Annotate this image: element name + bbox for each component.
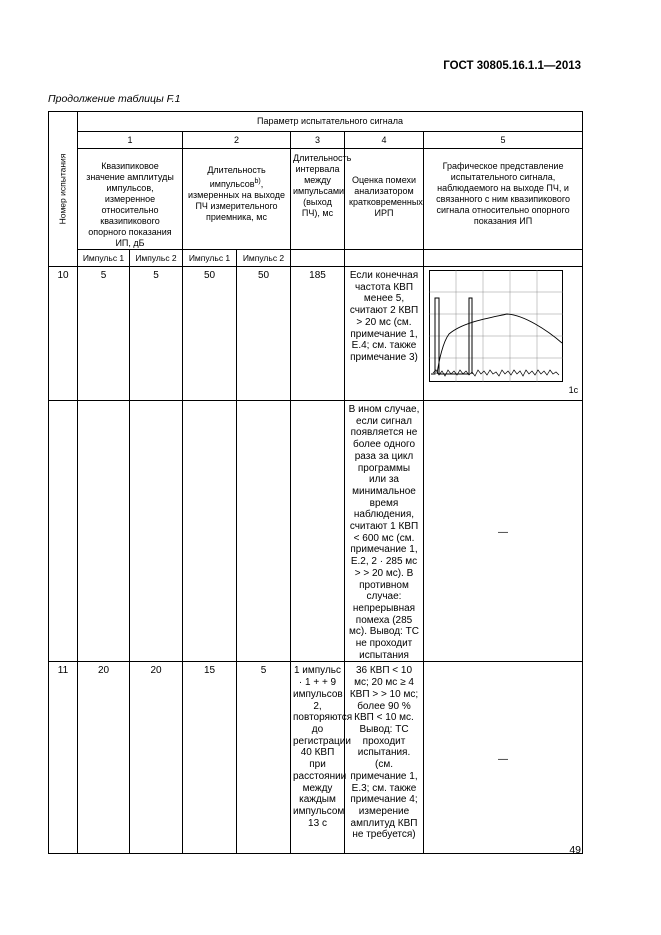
noise-floor bbox=[433, 370, 559, 376]
col-desc-graph: Графическое представление испытательного сигнала, наблюдаемого на выходе ПЧ, и связанного с ним квазипикового сигнала относительно опорного показания ИП bbox=[424, 149, 583, 250]
sub-header-dur-pulse-2: Импульс 2 bbox=[237, 250, 291, 267]
graph-dash: — bbox=[424, 662, 583, 854]
col-number-5: 5 bbox=[424, 132, 583, 149]
col-desc-evaluation: Оценка помехи анализатором кратковременных ИРП bbox=[345, 149, 424, 250]
page-number: 49 bbox=[569, 844, 581, 856]
test-number-header: Номер испытания bbox=[49, 112, 78, 267]
sub-header-amp-pulse-2: Импульс 2 bbox=[130, 250, 183, 267]
duration-pulse-2: 5 bbox=[237, 662, 291, 854]
col-number-4: 4 bbox=[345, 132, 424, 149]
test-number bbox=[49, 401, 78, 662]
col-number-1: 1 bbox=[78, 132, 183, 149]
col-desc-interval: Длительность интервала между импульсами (выход ПЧ), мс bbox=[291, 149, 345, 250]
sub-header-amp-pulse-1: Импульс 1 bbox=[78, 250, 130, 267]
amplitude-pulse-2 bbox=[130, 401, 183, 662]
table-row bbox=[49, 401, 583, 662]
duration-pulse-1: 50 bbox=[183, 267, 237, 401]
table-continuation: Продолжение таблицы F.1 bbox=[48, 93, 181, 105]
duration-pulse-2 bbox=[237, 401, 291, 662]
evaluation-text: 36 КВП < 10 мс; 20 мс ≥ 4 КВП > > 10 мс; более 90 % КВП < 10 мс. Вывод: ТС проходит испытания. (см. примечание 1, Е.3; см. также примечание 4; измерение амплитуд КВП не требуется) bbox=[345, 662, 424, 854]
table-row bbox=[49, 662, 583, 854]
col-desc-amplitude: Квазипиковое значение амплитуды импульсов, измеренное относительно квазипикового опорного показания ИП, дБ bbox=[78, 149, 183, 250]
col-number-2: 2 bbox=[183, 132, 291, 149]
test-signal-table bbox=[48, 111, 583, 854]
graph-dash: — bbox=[424, 401, 583, 662]
interval-value bbox=[291, 401, 345, 662]
duration-pulse-1: 15 bbox=[183, 662, 237, 854]
duration-pulse-2: 50 bbox=[237, 267, 291, 401]
interval-value: 1 импульс · 1 + + 9 импульсов 2, повторяются до регистрации 40 КВП при расстоянии между каждым импульсом 13 с bbox=[291, 662, 345, 854]
amplitude-pulse-2: 5 bbox=[130, 267, 183, 401]
table-row bbox=[49, 267, 583, 401]
amplitude-pulse-1: 20 bbox=[78, 662, 130, 854]
signal-graph bbox=[429, 270, 563, 382]
test-number: 11 bbox=[49, 662, 78, 854]
sub-header-dur-pulse-1: Импульс 1 bbox=[183, 250, 237, 267]
evaluation-text: В ином случае, если сигнал появляется не более одного раза за цикл программы или за минимальное время наблюдения, считают 1 КВП < 600 мс (см. примечание 1, Е.2, 2 · 285 мс > > 20 мс). В противном случае: непрерывная помеха (285 мс). Вывод: ТС не проходит испытания bbox=[345, 401, 424, 662]
amplitude-pulse-2: 20 bbox=[130, 662, 183, 854]
graph-grid bbox=[429, 270, 563, 382]
standard-code: ГОСТ 30805.16.1.1—2013 bbox=[443, 60, 581, 72]
parameter-header: Параметр испытательного сигнала bbox=[78, 112, 583, 132]
col-desc-duration: Длительность импульсов$^{b)}$, измеренных на выходе ПЧ измерительного приемника, мс bbox=[183, 149, 291, 250]
graph-cell bbox=[424, 267, 583, 401]
duration-pulse-1 bbox=[183, 401, 237, 662]
quasi-peak-curve bbox=[437, 314, 562, 374]
interval-value: 185 bbox=[291, 267, 345, 401]
amplitude-pulse-1: 5 bbox=[78, 267, 130, 401]
amplitude-pulse-1 bbox=[78, 401, 130, 662]
evaluation-text: Если конечная частота КВП менее 5, считают 2 КВП > 20 мс (см. примечание 1, Е.4; см. также примечание 3) bbox=[345, 267, 424, 401]
graph-frame bbox=[430, 271, 563, 382]
graph-time-label: 1с bbox=[568, 385, 579, 396]
test-number: 10 bbox=[49, 267, 78, 401]
col-number-3: 3 bbox=[291, 132, 345, 149]
